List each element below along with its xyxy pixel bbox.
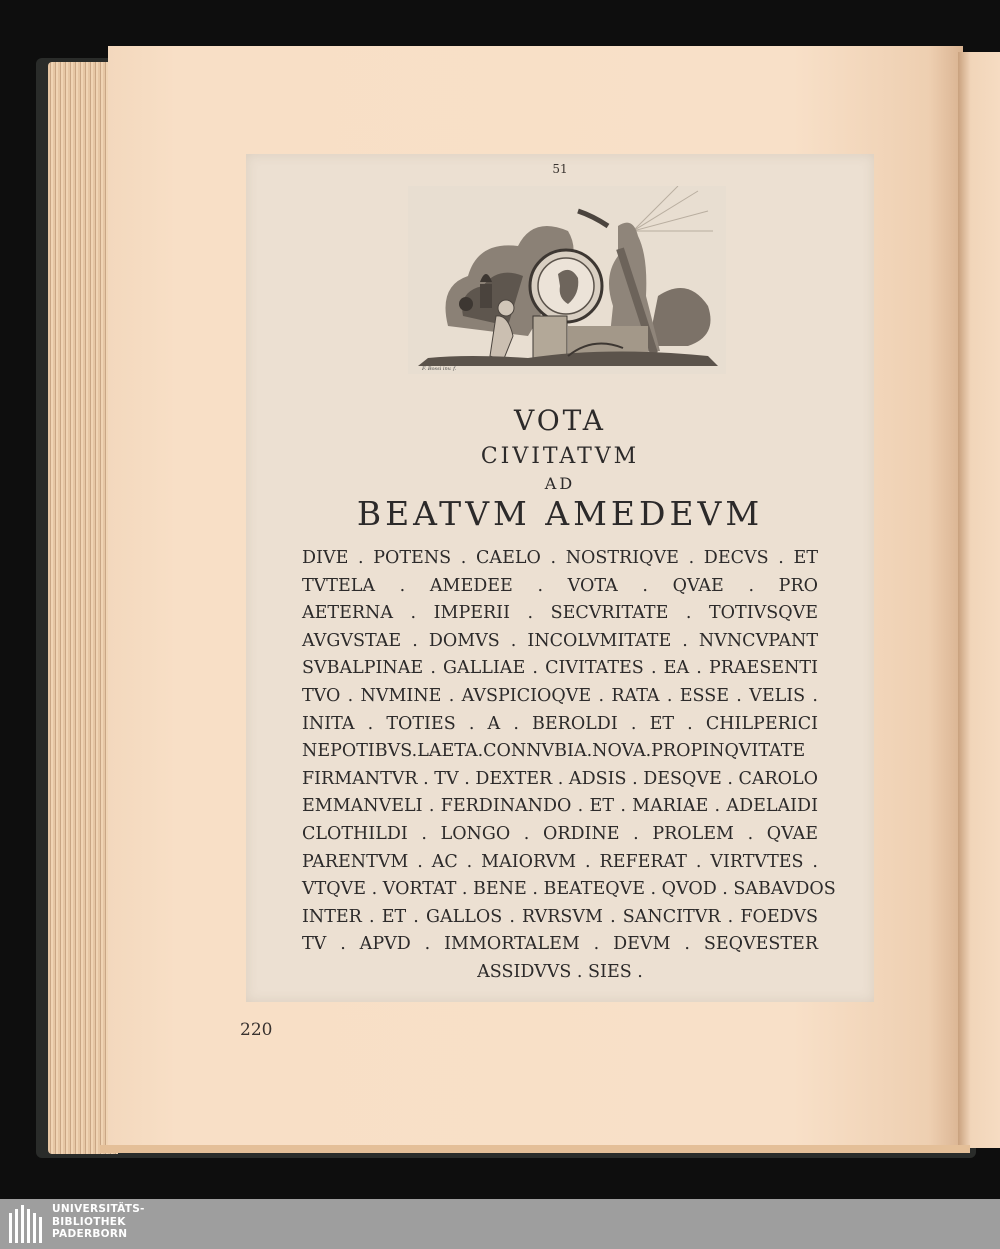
heading-civitatum: CIVITATVM — [480, 444, 640, 469]
heading-vota: VOTA — [513, 404, 607, 437]
engraver-signature: F. Bossi inv. f. — [422, 366, 457, 372]
library-name-line: UNIVERSITÄTS- — [52, 1203, 145, 1215]
inscription-line: NEPOTIBVS.LAETA.CONNVBIA.NOVA.PROPINQVITATE — [302, 741, 806, 762]
library-name-line: PADERBORN — [52, 1228, 128, 1240]
inscription-line: TVO . NVMINE . AVSPICIOQVE . RATA . ESSE . VELIS . — [302, 685, 818, 706]
library-name-line: BIBLIOTHEK — [52, 1215, 126, 1228]
inscription-line: AETERNA . IMPERII . SECVRITATE . TOTIVSQVE — [302, 603, 818, 624]
inscription-line: INTER . ET . GALLOS . RVRSVM . SANCITVR . FOEDVS — [302, 906, 818, 927]
inscription-line: FIRMANTVR . TV . DEXTER . ADSIS . DESQVE . CAROLO — [302, 768, 818, 789]
inscription-line: TVTELA . AMEDEE . VOTA . QVAE . PRO — [302, 575, 818, 596]
allegorical-vignette-image — [408, 186, 726, 374]
inscription-line: CLOTHILDI . LONGO . ORDINE . PROLEM . QVAE — [302, 823, 818, 844]
facing-page-edge — [958, 52, 1000, 1148]
inscription-line-last: ASSIDVVS . SIES . — [477, 961, 643, 982]
page-number: 220 — [240, 1020, 273, 1040]
inscription-line: VTQVE . VORTAT . BENE . BEATEQVE . QVOD . SABAVDOS — [302, 879, 836, 900]
inscription-line: EMMANVELI . FERDINANDO . ET . MARIAE . ADELAIDI — [302, 796, 818, 817]
inscription-line: TV . APVD . IMMORTALEM . DEVM . SEQVESTER — [302, 934, 818, 955]
heading-beatum-amedeum: BEATVM AMEDEVM — [356, 494, 764, 533]
library-logo-icon — [6, 1203, 48, 1245]
inscription-line: DIVE . POTENS . CAELO . NOSTRIQVE . DECVS . ET — [302, 548, 818, 568]
plate-number: 51 — [552, 162, 568, 176]
inscription-line: PARENTVM . AC . MAIORVM . REFERAT . VIRTVTES . — [302, 851, 818, 872]
inscription-text — [302, 545, 836, 987]
vignette-illustration — [408, 186, 726, 374]
page-bottom-edge — [100, 1145, 970, 1153]
engraved-plate — [246, 154, 874, 1002]
inscription-line: AVGVSTAE . DOMVS . INCOLVMITATE . NVNCVPANT — [302, 630, 818, 651]
library-name — [52, 1203, 145, 1241]
library-footer-bar — [0, 1199, 1000, 1249]
heading-ad: AD — [544, 474, 576, 493]
inscription-line: SVBALPINAE . GALLIAE . CIVITATES . EA . PRAESENTI — [302, 658, 818, 679]
inscription-line: INITA . TOTIES . A . BEROLDI . ET . CHILPERICI — [302, 713, 818, 734]
